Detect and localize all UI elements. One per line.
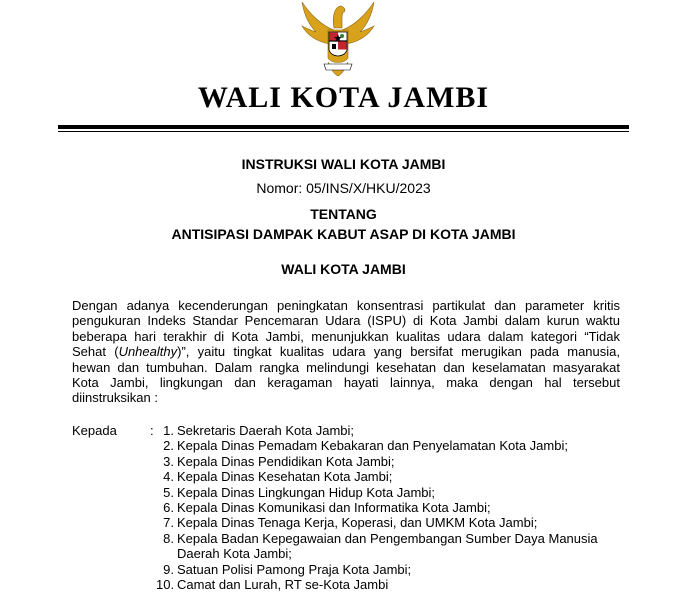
issuer-title: WALI KOTA JAMBI [281,261,406,277]
recipients-list [156,423,626,592]
list-item: 4. Kepala Dinas Kesehatan Kota Jambi; [163,469,393,485]
about-label: TENTANG [310,206,377,222]
header-divider-thick [58,125,629,129]
preamble-line: pengukuran Indeks Standar Pencemaran Udara (ISPU) di Kota Jambi dalam kurun waktu [72,313,620,329]
recipients-label: Kepada [72,423,117,438]
preamble-line: Dengan adanya kecenderungan peningkatan konsentrasi partikulat dan parameter kritis [72,298,620,313]
instruction-title: INSTRUKSI WALI KOTA JAMBI [241,156,446,172]
list-item: 6. Kepala Dinas Komunikasi dan Informatika Kota Jambi; [163,500,491,516]
list-item: 1. Sekretaris Daerah Kota Jambi; [163,423,355,438]
list-item: 9. Satuan Polisi Pamong Praja Kota Jambi; [163,561,412,577]
preamble-line: beberapa hari terakhir di Kota Jambi, menunjukkan kualitas udara dalam kategori “Tidak [72,328,620,344]
list-item: 10. Camat dan Lurah, RT se-Kota Jambi [156,577,389,593]
list-item: 2. Kepala Dinas Pemadam Kebakaran dan Penyelamatan Kota Jambi; [163,438,568,454]
garuda-emblem-icon [298,0,378,78]
list-item: 7. Kepala Dinas Tenaga Kerja, Koperasi, dan UMKM Kota Jambi; [163,515,538,531]
preamble-line: Kota Jambi, lingkungan dan keragaman hayati lainnya, maka dengan hal tersebut [72,375,620,391]
preamble-line: Sehat (Unhealthy)”, yaitu tingkat kualitas udara yang bersifat merugikan pada manusia, [72,344,620,360]
list-item: 5. Kepala Dinas Lingkungan Hidup Kota Jambi; [163,484,436,500]
list-item: 3. Kepala Dinas Pendidikan Kota Jambi; [163,453,395,469]
preamble-paragraph [72,298,620,406]
list-item: 8. Kepala Badan Kepegawaian dan Pengembangan Sumber Daya Manusia Daerah Kota Jambi; [163,530,598,562]
header-divider-thin [58,131,629,132]
preamble-line: hewan dan tumbuhan. Dalam rangka melindungi kesehatan dan keselamatan masyarakat [72,359,620,375]
preamble-line: diinstruksikan : [72,390,158,406]
office-title: WALI KOTA JAMBI [197,81,490,114]
recipients-colon: : [150,423,154,438]
document-subject: ANTISIPASI DAMPAK KABUT ASAP DI KOTA JAMBI [171,226,516,242]
document-number: Nomor: 05/INS/X/HKU/2023 [256,180,431,196]
